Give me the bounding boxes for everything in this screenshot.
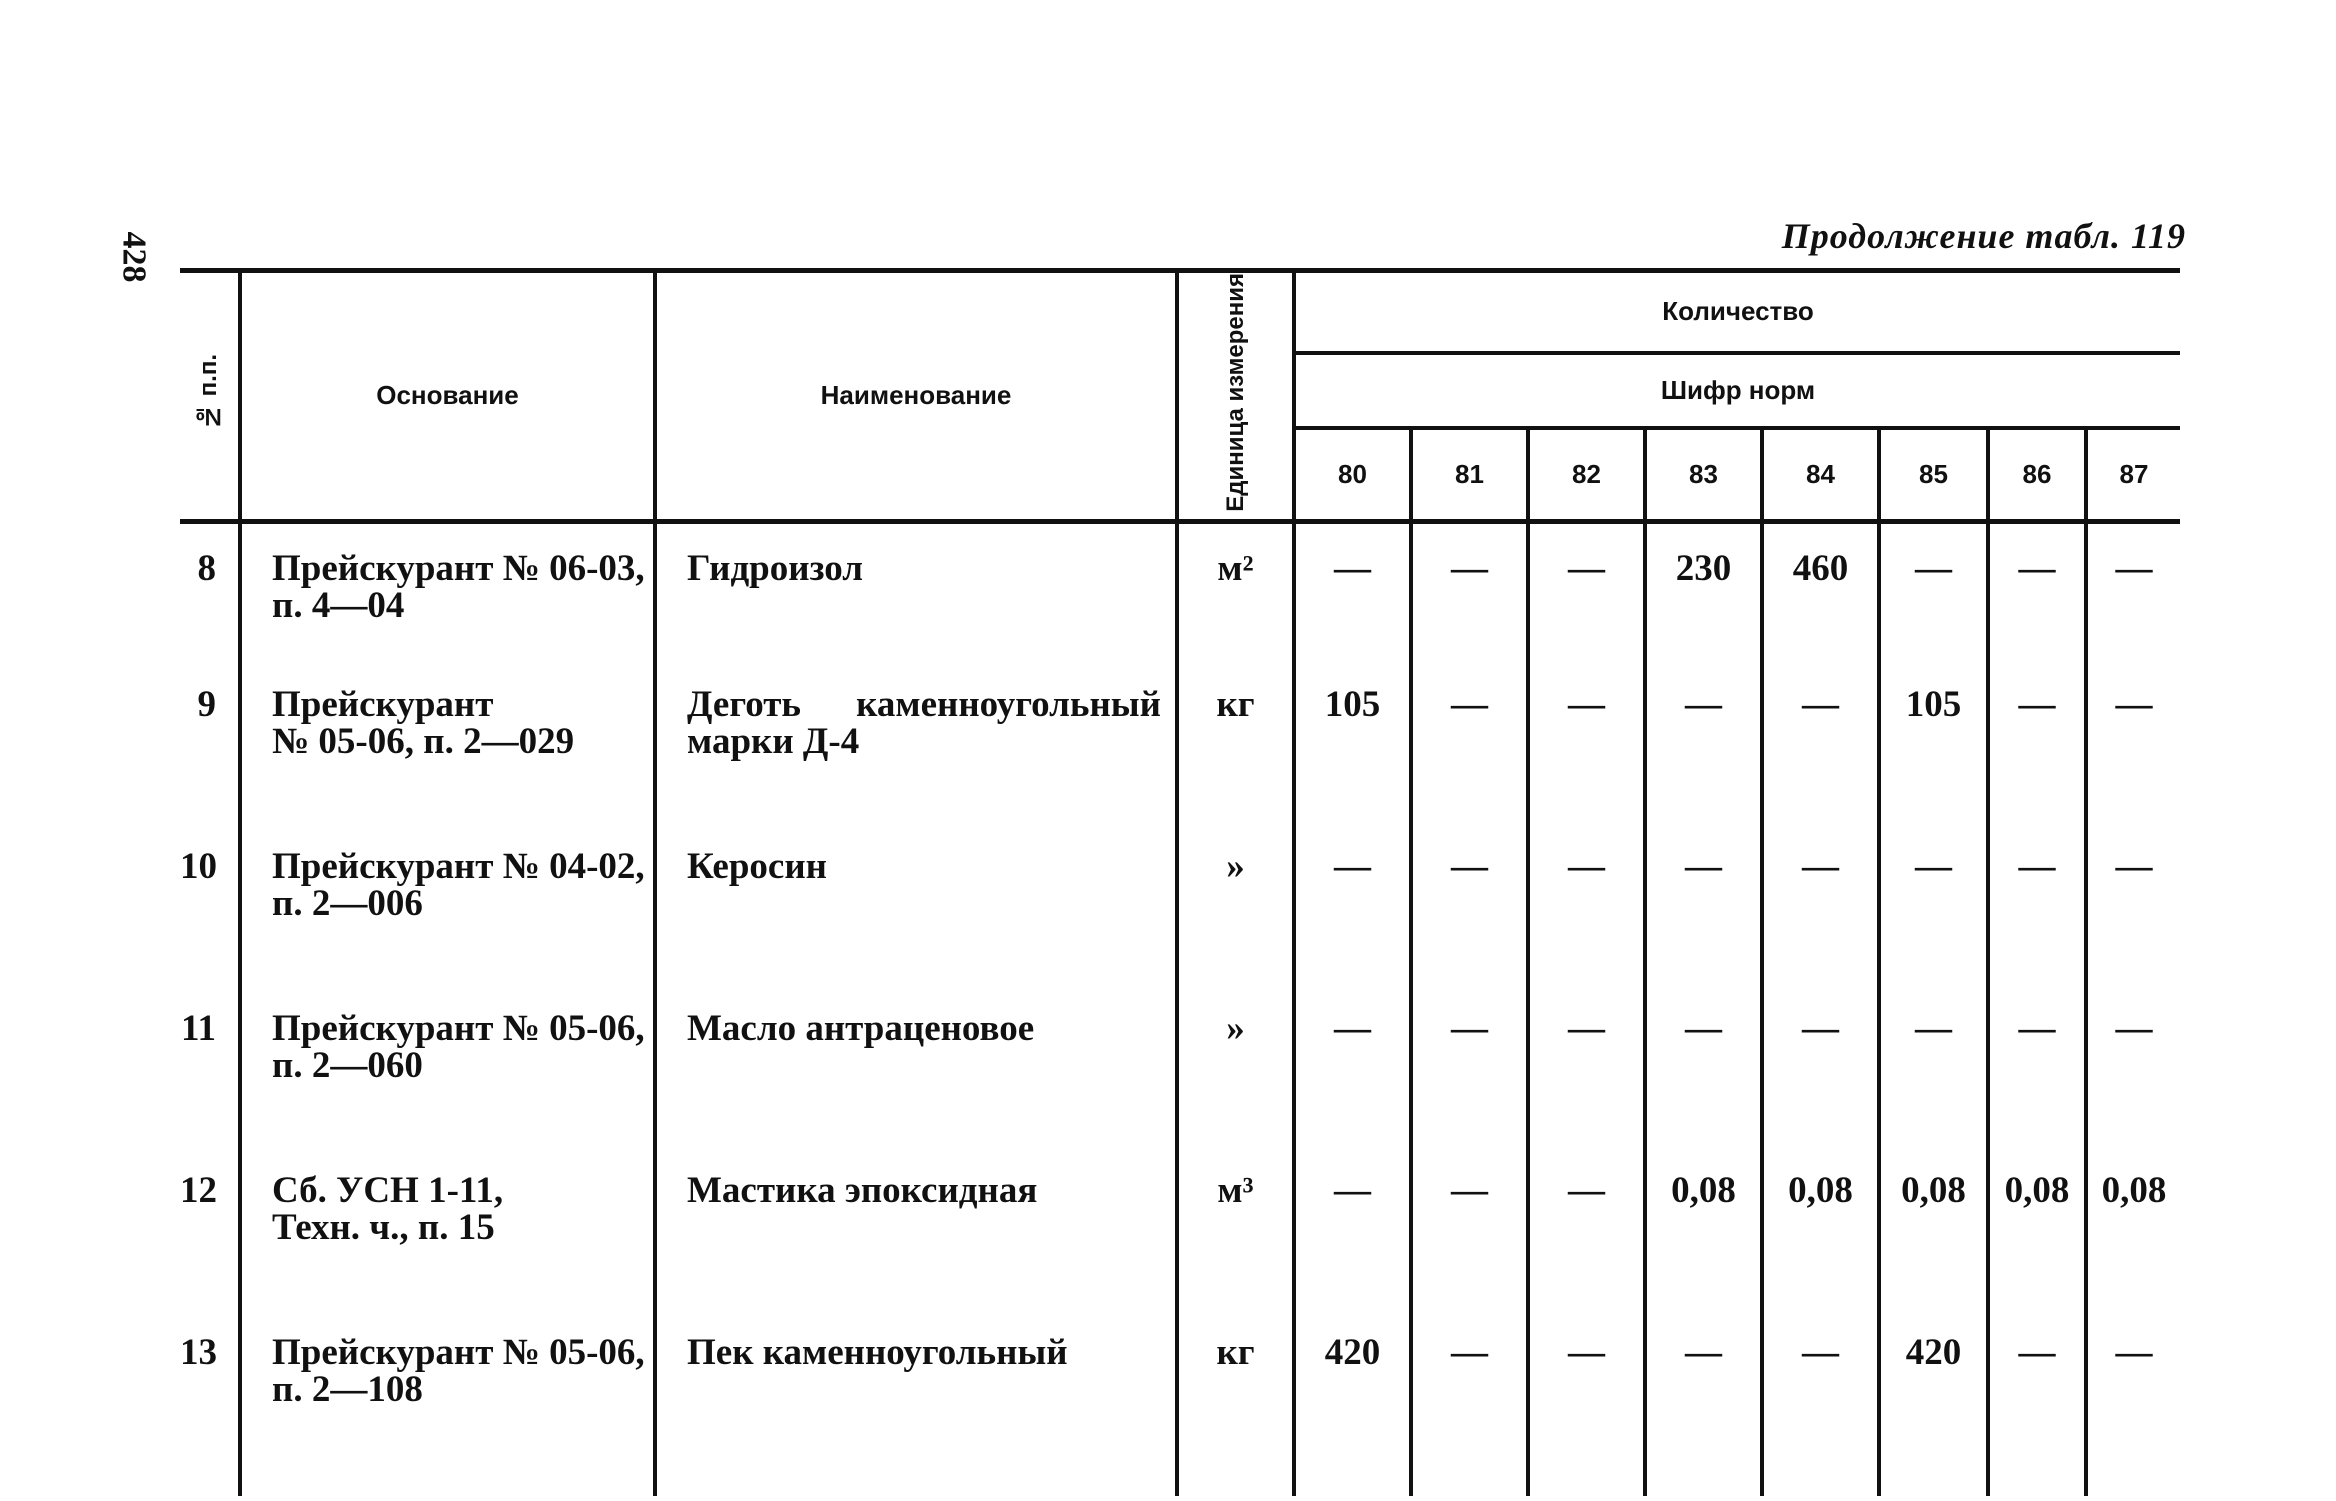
- qty-cell: 460: [1762, 521, 1879, 686]
- qty-cell: —: [2115, 1007, 2153, 1049]
- qty-cell: —: [1294, 1172, 1411, 1334]
- qty-cell: —: [1988, 521, 2086, 686]
- row-unit: м³: [1177, 1172, 1294, 1334]
- qty-cell: —: [2115, 1331, 2153, 1373]
- qty-cell: —: [1411, 848, 1528, 1010]
- header-quantity-label: Количество: [1662, 296, 1814, 327]
- norm-code-86: 86: [1988, 428, 2086, 521]
- qty-cell: 105: [1294, 686, 1411, 848]
- table-row: [180, 686, 2180, 848]
- qty-cell: —: [1879, 521, 1988, 686]
- row-unit: м²: [1177, 521, 1294, 686]
- qty-cell: 0,08: [2101, 1169, 2167, 1211]
- basis-line: п. 2—108: [272, 1368, 423, 1410]
- header-name-cell: [655, 271, 1177, 522]
- row-unit: кг: [1177, 686, 1294, 848]
- qty-cell: —: [1528, 1172, 1645, 1334]
- row-name: [655, 845, 1177, 1010]
- row-basis: [240, 521, 655, 686]
- row-basis: [240, 1007, 655, 1172]
- basis-line: Техн. ч., п. 15: [272, 1206, 495, 1248]
- row-unit: кг: [1177, 1334, 1294, 1496]
- name-line: марки Д-4: [687, 720, 860, 762]
- table-row: [180, 848, 2180, 1010]
- qty-cell: —: [1294, 1010, 1411, 1172]
- qty-cell: 230: [1645, 521, 1762, 686]
- qty-cell: —: [1411, 1172, 1528, 1334]
- name-line: Керосин: [687, 845, 827, 887]
- materials-table: [180, 268, 2180, 1496]
- basis-line: Прейскурант № 04-02,: [272, 845, 645, 887]
- norm-code-80: 80: [1294, 428, 1411, 521]
- row-unit: »: [1177, 1010, 1294, 1172]
- table-row: [180, 1010, 2180, 1172]
- qty-cell: —: [1762, 1334, 1879, 1496]
- table-row: [180, 1172, 2180, 1334]
- row-number: 8: [180, 521, 240, 686]
- name-line: Гидроизол: [687, 547, 863, 589]
- qty-cell: —: [1294, 521, 1411, 686]
- table-body: [180, 521, 2180, 1496]
- qty-cell: 0,08: [1988, 1172, 2086, 1334]
- qty-cell: —: [1988, 1334, 2086, 1496]
- header-quantity-cell: [1294, 271, 2180, 353]
- basis-line: Прейскурант № 05-06,: [272, 1007, 645, 1049]
- row-number: 9: [180, 686, 240, 848]
- qty-cell: 0,08: [1762, 1172, 1879, 1334]
- header-basis-label: Основание: [376, 380, 519, 411]
- name-line: Пек каменноугольный: [687, 1331, 1068, 1373]
- header-unit-cell: [1177, 271, 1294, 522]
- qty-cell: —: [1411, 521, 1528, 686]
- qty-cell: —: [1879, 848, 1988, 1010]
- qty-cell: —: [2115, 547, 2153, 589]
- qty-cell: —: [1645, 686, 1762, 848]
- qty-cell: —: [1762, 1010, 1879, 1172]
- row-unit: »: [1177, 848, 1294, 1010]
- row-number: 11: [180, 1010, 240, 1172]
- row-name: [655, 521, 1177, 686]
- qty-cell: —: [1528, 686, 1645, 848]
- qty-cell: —: [1988, 1010, 2086, 1172]
- name-line: Мастика эпоксидная: [687, 1169, 1038, 1211]
- basis-line: Сб. УСН 1-11,: [272, 1169, 504, 1211]
- basis-line: п. 2—006: [272, 882, 423, 924]
- basis-line: Прейскурант № 05-06,: [272, 1331, 645, 1373]
- basis-line: п. 2—060: [272, 1044, 423, 1086]
- qty-cell: —: [1528, 1334, 1645, 1496]
- name-line: Деготь каменноугольный: [687, 683, 1161, 725]
- qty-cell: —: [1294, 848, 1411, 1010]
- norm-code-81: 81: [1411, 428, 1528, 521]
- qty-cell: —: [1528, 1010, 1645, 1172]
- qty-cell: —: [1411, 1334, 1528, 1496]
- header-code-label: Шифр норм: [1660, 374, 1816, 405]
- basis-line: Прейскурант № 06-03,: [272, 547, 645, 589]
- norm-code-87: 87: [2086, 428, 2180, 521]
- qty-cell: —: [1988, 686, 2086, 848]
- row-basis: [240, 845, 655, 1010]
- row-basis: [240, 1331, 655, 1496]
- qty-cell: 420: [1294, 1334, 1411, 1496]
- row-name: [655, 1169, 1177, 1334]
- row-number: 12: [180, 1172, 240, 1334]
- qty-cell: —: [2115, 683, 2153, 725]
- header-basis-cell: [240, 271, 655, 522]
- basis-line: № 05-06, п. 2—029: [272, 720, 575, 762]
- row-basis: [240, 683, 655, 848]
- qty-cell: —: [2115, 845, 2153, 887]
- row-number: 10: [180, 848, 240, 1010]
- qty-cell: —: [1988, 848, 2086, 1010]
- qty-cell: —: [1762, 686, 1879, 848]
- page-number: 428: [115, 231, 153, 283]
- row-name: [655, 1007, 1177, 1172]
- qty-cell: 420: [1879, 1334, 1988, 1496]
- row-basis: [240, 1169, 655, 1334]
- header-name-label: Наименование: [820, 380, 1012, 411]
- norm-code-83: 83: [1645, 428, 1762, 521]
- qty-cell: —: [1411, 686, 1528, 848]
- header-unit-label: Единица измерения: [1221, 273, 1249, 512]
- qty-cell: —: [1528, 521, 1645, 686]
- qty-cell: —: [1762, 848, 1879, 1010]
- table-row: [180, 521, 2180, 686]
- row-name: [655, 683, 1177, 848]
- qty-cell: —: [1528, 848, 1645, 1010]
- norm-code-82: 82: [1528, 428, 1645, 521]
- norm-code-84: 84: [1762, 428, 1879, 521]
- basis-line: Прейскурант: [272, 683, 494, 725]
- table-header: [180, 271, 2180, 522]
- qty-cell: —: [1411, 1010, 1528, 1172]
- basis-line: п. 4—04: [272, 584, 405, 626]
- table-caption: Продолжение табл. 119: [1781, 216, 2186, 256]
- qty-cell: 0,08: [1879, 1172, 1988, 1334]
- qty-cell: 0,08: [1645, 1172, 1762, 1334]
- table-row: [180, 1334, 2180, 1496]
- row-name: [655, 1331, 1177, 1496]
- name-line: Масло антраценовое: [687, 1007, 1035, 1049]
- header-no-label: № п.п.: [195, 354, 223, 431]
- row-number: 13: [180, 1334, 240, 1496]
- qty-cell: —: [1645, 1010, 1762, 1172]
- qty-cell: 105: [1879, 686, 1988, 848]
- norm-code-85: 85: [1879, 428, 1988, 521]
- header-no-cell: [180, 271, 240, 522]
- header-code-cell: [1294, 353, 2180, 429]
- qty-cell: —: [1645, 848, 1762, 1010]
- qty-cell: —: [1645, 1334, 1762, 1496]
- qty-cell: —: [1879, 1010, 1988, 1172]
